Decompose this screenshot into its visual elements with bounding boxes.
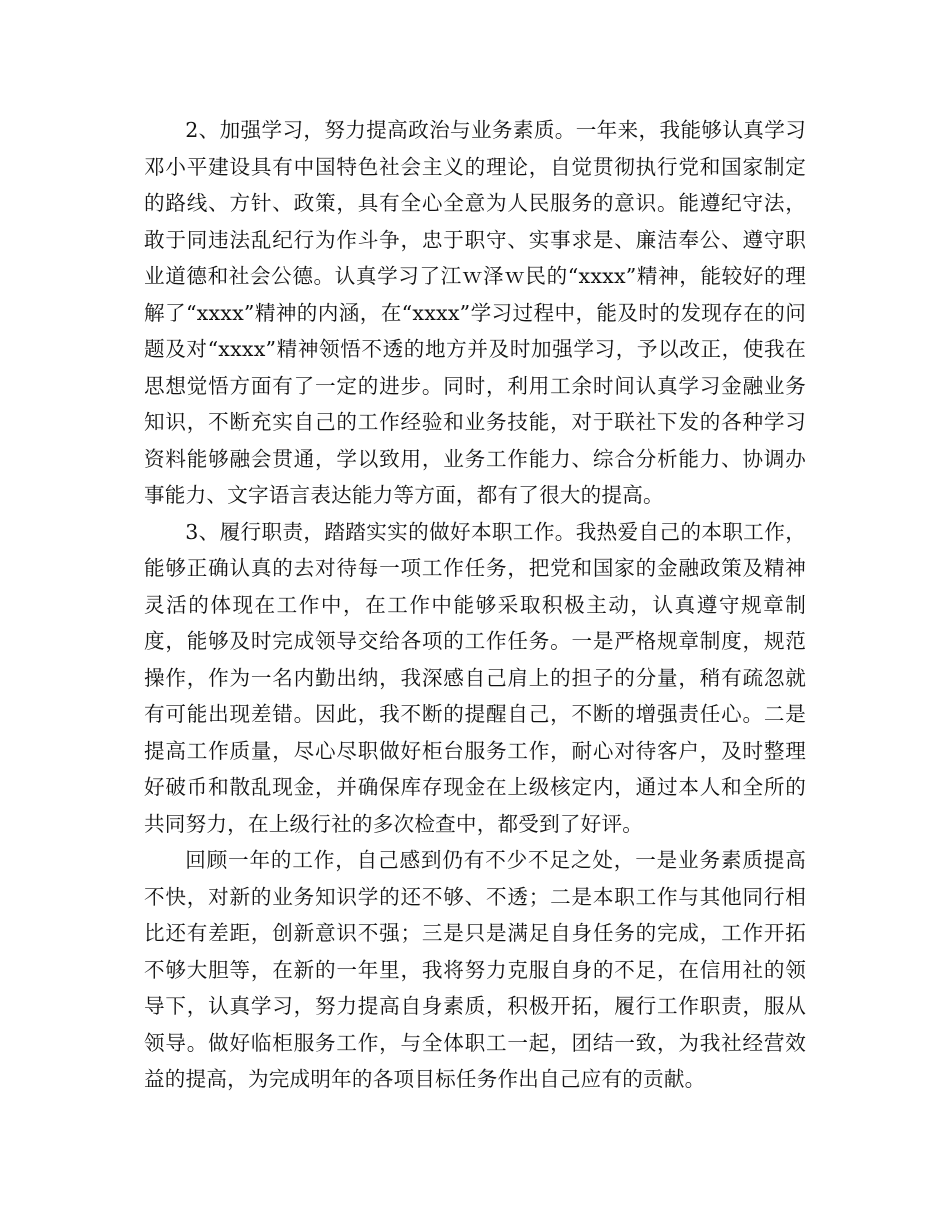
paragraph-study: 2、加强学习，努力提高政治与业务素质。一年来，我能够认真学习邓小平建设具有中国特色社会主义的理论，自觉贯彻执行党和国家制定的路线、方针、政策，具有全心全意为人民服务的意识。能遵纪守法，敢于同违法乱纪行为作斗争，忠于职守、实事求是、廉洁奉公、遵守职业道德和社会公德。认真学习了江ｗ泽ｗ民的“xxxx”精神，能较好的理解了“xxxx”精神的内涵，在“xxxx”学习过程中，能及时的发现存在的问题及对“xxxx”精神领悟不透的地方并及时加强学习，予以改正，使我在思想觉悟方面有了一定的进步。同时，利用工余时间认真学习金融业务知识，不断充实自己的工作经验和业务技能，对于联社下发的各种学习资料能够融会贯通，学以致用，业务工作能力、综合分析能力、协调办事能力、文字语言表达能力等方面，都有了很大的提高。 xyxy=(144,118,806,507)
paragraph-duties: 3、履行职责，踏踏实实的做好本职工作。我热爱自己的本职工作，能够正确认真的去对待每一项工作任务，把党和国家的金融政策及精神灵活的体现在工作中，在工作中能够采取积极主动，认真遵守规章制度，能够及时完成领导交给各项的工作任务。一是严格规章制度，规范操作，作为一名内勤出纳，我深感自己肩上的担子的分量，稍有疏忽就有可能出现差错。因此，我不断的提醒自己，不断的增强责任心。二是提高工作质量，尽心尽职做好柜台服务工作，耐心对待客户，及时整理好破币和散乱现金，并确保库存现金在上级核定内，通过本人和全所的共同努力，在上级行社的多次检查中，都受到了好评。 xyxy=(144,519,806,836)
paragraph-review: 回顾一年的工作，自己感到仍有不少不足之处，一是业务素质提高不快，对新的业务知识学的还不够、不透；二是本职工作与其他同行相比还有差距，创新意识不强；三是只是满足自身任务的完成，工作开拓不够大胆等，在新的一年里，我将努力克服自身的不足，在信用社的领导下，认真学习，努力提高自身素质，积极开拓，履行工作职责，服从领导。做好临柜服务工作，与全体职工一起，团结一致，为我社经营效益的提高，为完成明年的各项目标任务作出自己应有的贡献。 xyxy=(144,848,806,1091)
document-body xyxy=(144,112,806,1098)
